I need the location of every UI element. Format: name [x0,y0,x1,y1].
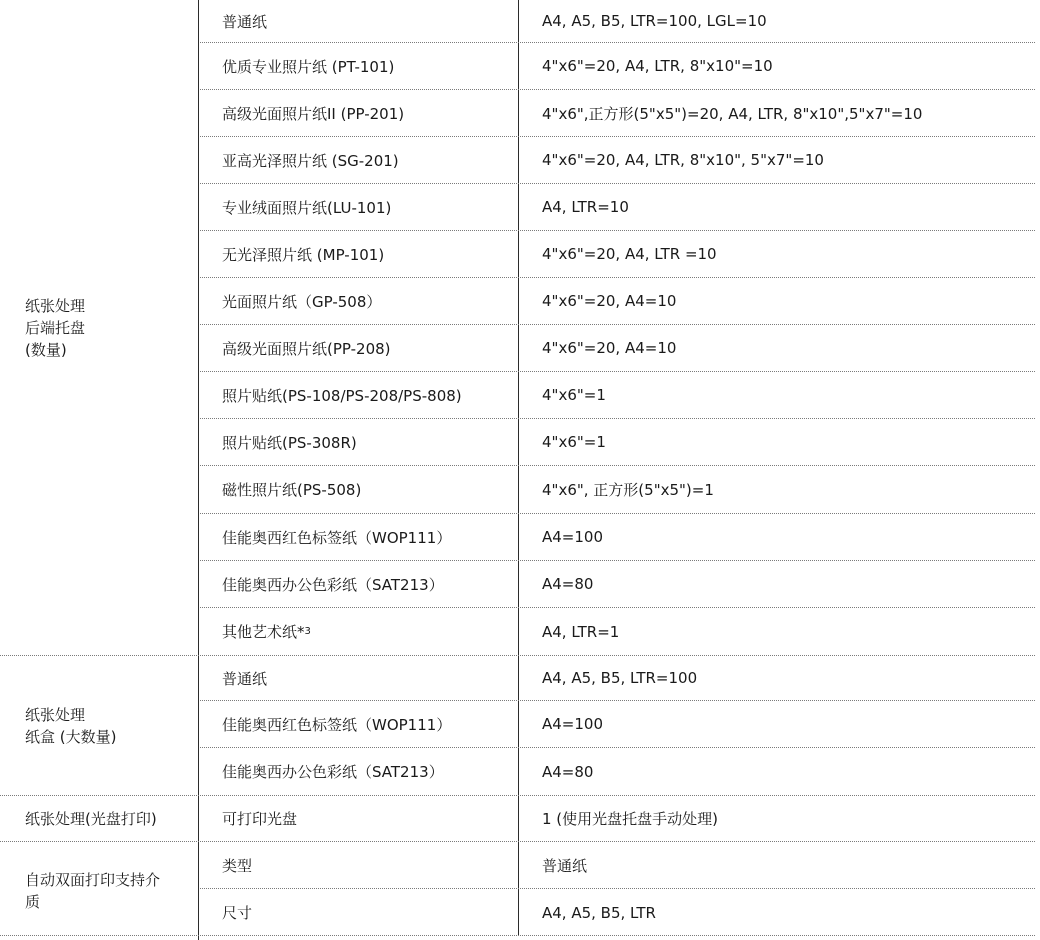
table-row [200,889,1035,936]
capacity-cell: A4=80 [542,762,594,781]
table-row [200,842,1035,889]
media-type-cell: 佳能奥西红色标签纸（WOP111） [200,701,519,747]
group-label [0,796,199,841]
table-row [200,278,1035,325]
group-label-line: (数量) [25,340,67,359]
group-label-line: 纸张处理 [25,705,86,724]
capacity-cell: 4"x6"=20, A4=10 [542,292,677,310]
capacity-cell: 4"x6",正方形(5"x5")=20, A4, LTR, 8"x10",5"x7"=10 [542,104,923,123]
table-row [200,325,1035,372]
capacity-cell: 4"x6"=20, A4, LTR, 8"x10", 5"x7"=10 [542,151,824,169]
table-row [200,90,1035,137]
capacity-cell: 1 (使用光盘托盘手动处理) [542,810,719,828]
group-duplex [0,842,1035,940]
media-type-cell: 高级光面照片纸(PP-208) [200,325,519,371]
media-type-cell: 佳能奥西红色标签纸（WOP111） [200,514,519,560]
media-type-cell: 光面照片纸（GP-508） [200,278,519,324]
table-row [200,656,1035,701]
media-type-cell: 亚高光泽照片纸 (SG-201) [200,137,519,183]
group-label [0,842,199,940]
capacity-cell: 4"x6"=1 [542,386,606,404]
capacity-cell: A4, LTR=1 [542,622,620,641]
capacity-cell: A4, LTR=10 [542,198,629,216]
media-type-cell: 磁性照片纸(PS-508) [200,466,519,513]
media-type-cell: 佳能奥西办公色彩纸（SAT213） [200,561,519,607]
capacity-cell: 4"x6"=20, A4, LTR =10 [542,245,717,263]
capacity-cell: A4, A5, B5, LTR [542,903,656,922]
table-row [200,0,1035,43]
table-row [200,466,1035,514]
group-label-line: 质 [25,893,41,911]
group-label-line: 自动双面打印支持介 [25,871,161,889]
capacity-cell: A4=80 [542,575,594,593]
group-label [0,0,199,655]
media-type-cell: 普通纸 [200,656,519,700]
capacity-cell: 普通纸 [542,856,588,875]
table-row [200,137,1035,184]
media-type-cell: 类型 [200,842,519,888]
media-type-cell: 其他艺术纸* 3 [200,608,519,655]
group-divider [0,935,1035,936]
capacity-cell: A4=100 [542,528,604,546]
media-type-cell: 普通纸 [200,0,519,42]
table-row [200,43,1035,90]
group-label-line: 纸张处理 [25,296,86,315]
media-type-cell: 照片贴纸(PS-108/PS-208/PS-808) [200,372,519,418]
group-disc-print [0,796,1035,841]
media-type-cell: 佳能奥西办公色彩纸（SAT213） [200,748,519,795]
media-type-cell: 专业绒面照片纸(LU-101) [200,184,519,230]
media-type-cell: 优质专业照片纸 (PT-101) [200,43,519,89]
table-row [200,514,1035,561]
capacity-cell: A4=100 [542,715,604,733]
table-row [200,796,1035,841]
group-label-line: 纸盒 (大数量) [25,727,117,746]
capacity-cell: A4, A5, B5, LTR=100, LGL=10 [542,12,767,30]
media-type-cell: 无光泽照片纸 (MP-101) [200,231,519,277]
group-label-line: 后端托盘 [25,318,86,337]
capacity-cell: 4"x6"=20, A4, LTR, 8"x10"=10 [542,57,773,75]
capacity-cell: 4"x6", 正方形(5"x5")=1 [542,481,714,499]
capacity-cell: A4, A5, B5, LTR=100 [542,669,698,687]
capacity-cell: 4"x6"=1 [542,433,606,451]
table-row [200,231,1035,278]
table-row [200,748,1035,795]
table-row [200,419,1035,466]
media-type-cell: 高级光面照片纸II (PP-201) [200,90,519,136]
media-type-cell: 可打印光盘 [200,796,519,841]
group-label [0,656,199,795]
table-row [200,701,1035,748]
capacity-cell: 4"x6"=20, A4=10 [542,339,677,357]
table-row [200,372,1035,419]
media-type-cell: 尺寸 [200,889,519,936]
table-row [200,184,1035,231]
group-label-line: 纸张处理(光盘打印) [25,809,157,828]
media-type-cell: 照片贴纸(PS-308R) [200,419,519,465]
group-cassette [0,656,1035,795]
table-row [200,608,1035,655]
table-row [200,561,1035,608]
